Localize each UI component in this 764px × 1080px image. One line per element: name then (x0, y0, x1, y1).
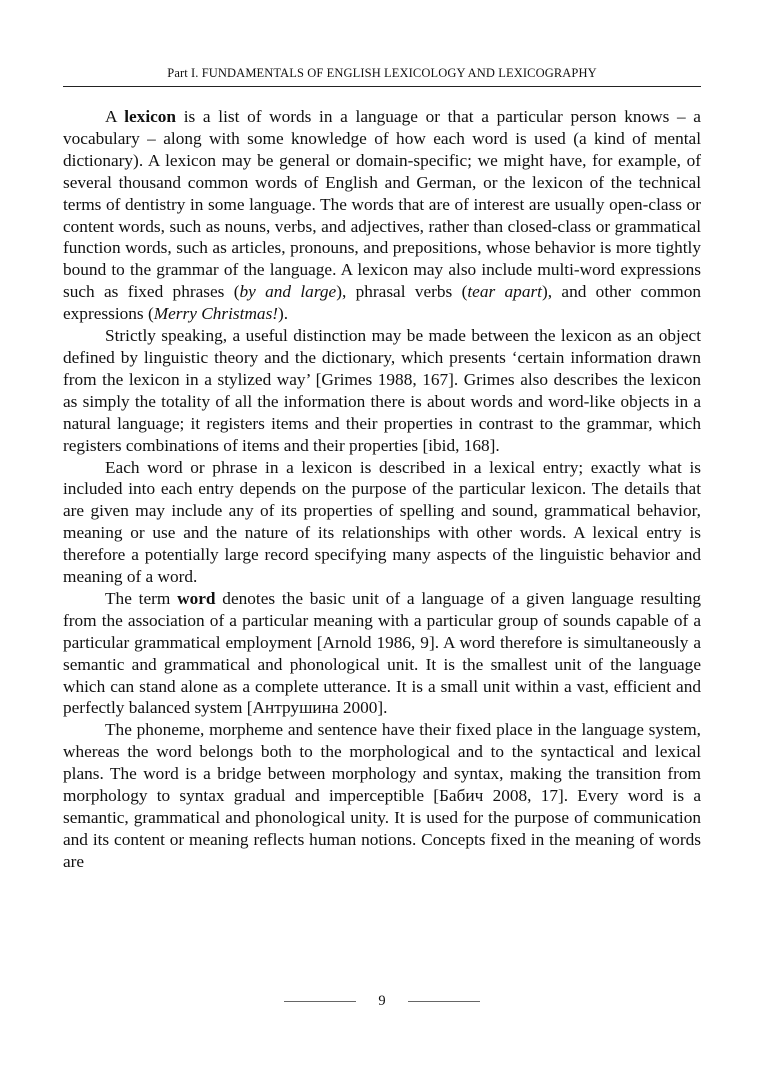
text-run: The phoneme, morpheme and sentence have their fixed place in the language system, whereas the word belongs both to the morphological and to the syntactical and lexical plans. The word is a bridge between morphology and syntax, making the transition from morphology to syntax gradual and imperceptible [Бабич 2008, 17]. Every word is a semantic, grammatical and phonological unity. It is used for the purpose of communication and its content or meaning reflects human notions. Concepts fixed in the meaning of words are (63, 720, 701, 871)
page-footer (0, 993, 764, 1010)
text-run: ). (278, 304, 289, 324)
running-title: Part I. FUNDAMENTALS OF ENGLISH LEXICOLOGY AND LEXICOGRAPHY (167, 66, 597, 80)
body-text (63, 106, 701, 873)
text-run: ), phrasal verbs ( (336, 282, 468, 302)
italic-example: Merry Christmas! (153, 304, 279, 324)
text-run: Each word or phrase in a lexicon is described in a lexical entry; exactly what is included into each entry depends on the purpose of the particular lexicon. The details that are given may include any of its properties of spelling and sound, grammatical behavior, meaning or use and the nature of its relationships with other words. A lexical entry is therefore a potentially large record specifying many aspects of the linguistic behavior and meaning of a word. (63, 457, 701, 587)
italic-example: tear apart (467, 282, 542, 302)
running-header (63, 66, 701, 87)
page-number: 9 (378, 993, 386, 1009)
text-run: Strictly speaking, a useful distinction may be made between the lexicon as an object defined by linguistic theory and the dictionary, which presents ‘certain information drawn from the lexicon in a stylized way’ [Grimes 1988, 167]. Grimes also describes the lexicon as simply the totality of all the information there is about words and word-like objects in a natural language; it registers items and their properties in contrast to the grammar, which registers combinations of items and their properties [ibid, 168]. (63, 326, 701, 455)
bold-term: word (177, 588, 216, 608)
paragraph (63, 588, 701, 719)
italic-example: by and large (239, 282, 337, 302)
text-run: ), and other common expressions ( (63, 282, 701, 324)
text-run: A (105, 107, 125, 126)
text-run: denotes the basic unit of a language of a given language resulting from the association of a particular meaning with a particular group of sounds capable of a particular grammatical employment [Arnold 1986, 9]. A word therefore is simultaneously a semantic and grammatical and phonological unit. It is the smallest unit of the language which can stand alone as a complete utterance. It is a small unit within a vast, efficient and perfectly balanced system [Антрушина 2000]. (63, 588, 701, 718)
paragraph (63, 719, 701, 872)
text-run: is a list of words in a language or that a particular person knows – a vocabulary – along with some knowledge of how each word is used (a kind of mental dictionary). A lexicon may be general or domain-specific; we might have, for example, of several thousand common words of English and German, or the lexicon of the technical terms of dentistry in some language. The words that are of interest are usually open-class or content words, such as nouns, verbs, and adjectives, rather than closed-class or grammatical function words, such as articles, pronouns, and prepositions, whose behavior is more tightly bound to the grammar of the language. A lexicon may also include multi-word expressions such as fixed phrases ( (63, 107, 701, 302)
bold-term: lexicon (124, 107, 177, 126)
paragraph (63, 106, 701, 325)
footer-rule-right (408, 1001, 480, 1002)
text-run: The term (105, 588, 178, 608)
paragraph (63, 325, 701, 456)
footer-rule-left (284, 1001, 356, 1002)
paragraph (63, 457, 701, 588)
